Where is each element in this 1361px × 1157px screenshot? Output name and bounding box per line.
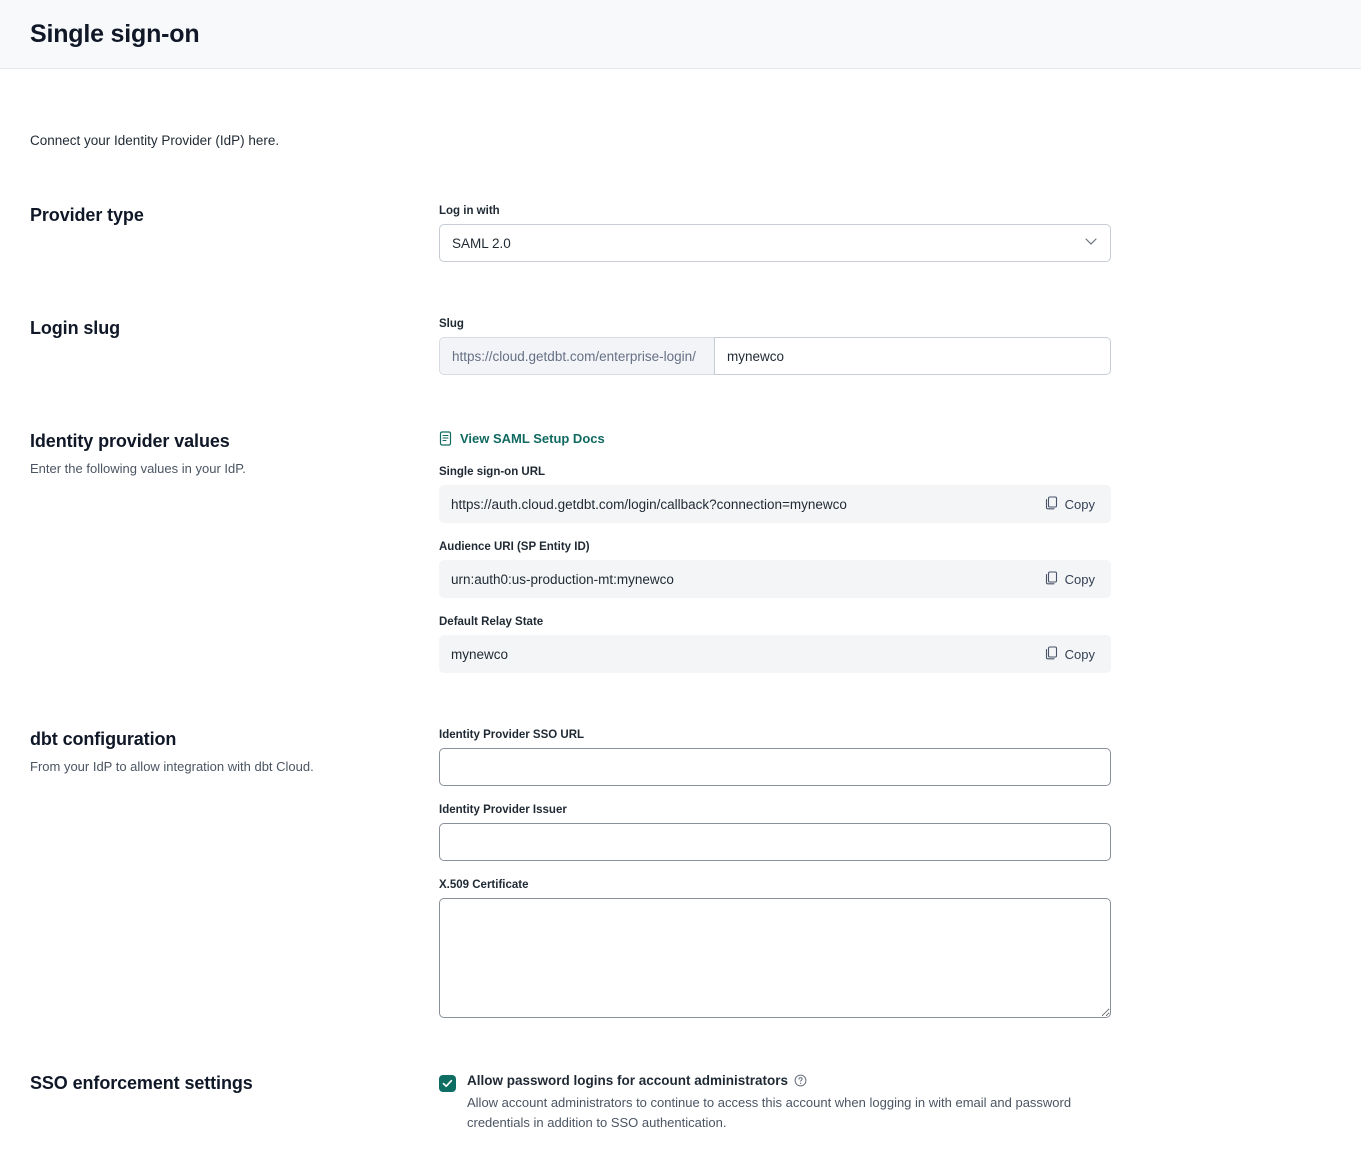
x509-certificate-label: X.509 Certificate	[439, 879, 529, 891]
idp-value-row-sso-url	[439, 466, 1111, 523]
section-provider-type-right	[439, 205, 1111, 262]
idp-sso-url-input[interactable]	[439, 748, 1111, 786]
section-idp-values-right	[439, 431, 1111, 691]
copy-button-audience-uri[interactable]	[1039, 567, 1101, 592]
section-heading-dbt-config: dbt configuration	[30, 729, 177, 749]
copy-button-sso-url[interactable]	[1039, 492, 1101, 517]
section-dbt-configuration	[30, 729, 1331, 1041]
field-x509-certificate	[439, 879, 1111, 1023]
x509-certificate-textarea[interactable]	[439, 898, 1111, 1018]
view-saml-setup-docs-link[interactable]	[439, 431, 1111, 446]
copy-icon	[1045, 571, 1058, 588]
provider-type-selected-value: SAML 2.0	[452, 235, 511, 251]
audience-uri-row	[439, 560, 1111, 598]
section-heading-sso-enforcement: SSO enforcement settings	[30, 1073, 253, 1093]
section-sso-enforcement-left	[30, 1073, 439, 1094]
copy-icon	[1045, 646, 1058, 663]
audience-uri-value: urn:auth0:us-production-mt:mynewco	[451, 571, 674, 587]
field-idp-issuer	[439, 804, 1111, 861]
sso-url-value: https://auth.cloud.getdbt.com/login/callback?connection=mynewco	[451, 496, 847, 512]
idp-issuer-label: Identity Provider Issuer	[439, 804, 567, 816]
page-title: Single sign-on	[30, 19, 200, 48]
section-identity-provider-values	[30, 431, 1331, 691]
idp-value-row-relay-state	[439, 616, 1111, 673]
section-sso-enforcement	[30, 1073, 1331, 1133]
allow-password-logins-label: Allow password logins for account administrators	[467, 1073, 789, 1088]
section-dbt-config-right	[439, 729, 1111, 1041]
settings-content	[0, 133, 1361, 1133]
slug-prefix: https://cloud.getdbt.com/enterprise-login/	[439, 337, 714, 375]
idp-value-row-audience-uri	[439, 541, 1111, 598]
idp-issuer-input[interactable]	[439, 823, 1111, 861]
allow-password-logins-checkbox[interactable]	[439, 1075, 456, 1092]
section-provider-type	[30, 205, 1331, 262]
provider-type-select-wrap	[439, 224, 1111, 262]
view-saml-setup-docs-label: View SAML Setup Docs	[460, 431, 605, 446]
section-provider-type-left	[30, 205, 439, 226]
copy-button-relay-state[interactable]	[1039, 642, 1101, 667]
idp-sso-url-label: Identity Provider SSO URL	[439, 729, 585, 741]
default-relay-state-row	[439, 635, 1111, 673]
page-header	[0, 0, 1361, 69]
intro-text: Connect your Identity Provider (IdP) here.	[30, 133, 280, 148]
copy-button-label: Copy	[1064, 571, 1095, 587]
section-sub-dbt-config: From your IdP to allow integration with dbt Cloud.	[30, 759, 314, 774]
audience-uri-label: Audience URI (SP Entity ID)	[439, 541, 590, 553]
login-with-label: Log in with	[439, 205, 500, 217]
default-relay-state-label: Default Relay State	[439, 616, 544, 628]
section-sso-enforcement-right	[439, 1073, 1111, 1133]
section-heading-login-slug: Login slug	[30, 318, 120, 338]
allow-password-logins-row	[439, 1073, 1111, 1133]
section-heading-provider-type: Provider type	[30, 205, 144, 225]
allow-password-logins-title-row	[467, 1073, 1107, 1088]
section-login-slug	[30, 318, 1331, 375]
section-sub-idp-values: Enter the following values in your IdP.	[30, 461, 246, 476]
section-login-slug-right	[439, 318, 1111, 375]
allow-password-logins-description: Allow account administrators to continue to access this account when logging in with email and password credentials in addition to SSO authentication.	[467, 1095, 1072, 1131]
document-icon	[439, 431, 452, 446]
section-idp-values-left	[30, 431, 439, 478]
default-relay-state-value: mynewco	[451, 646, 509, 662]
copy-button-label: Copy	[1064, 646, 1095, 662]
provider-type-select[interactable]	[439, 224, 1111, 262]
copy-icon	[1045, 496, 1058, 513]
slug-row	[439, 337, 1111, 375]
slug-label: Slug	[439, 318, 464, 330]
section-login-slug-left	[30, 318, 439, 339]
section-dbt-config-left	[30, 729, 439, 776]
slug-input[interactable]	[714, 337, 1111, 375]
field-idp-sso-url	[439, 729, 1111, 786]
sso-url-label: Single sign-on URL	[439, 466, 546, 478]
question-circle-icon[interactable]	[794, 1074, 807, 1087]
copy-button-label: Copy	[1064, 496, 1095, 512]
sso-url-row	[439, 485, 1111, 523]
allow-password-logins-text	[467, 1073, 1107, 1133]
section-heading-idp-values: Identity provider values	[30, 431, 230, 451]
